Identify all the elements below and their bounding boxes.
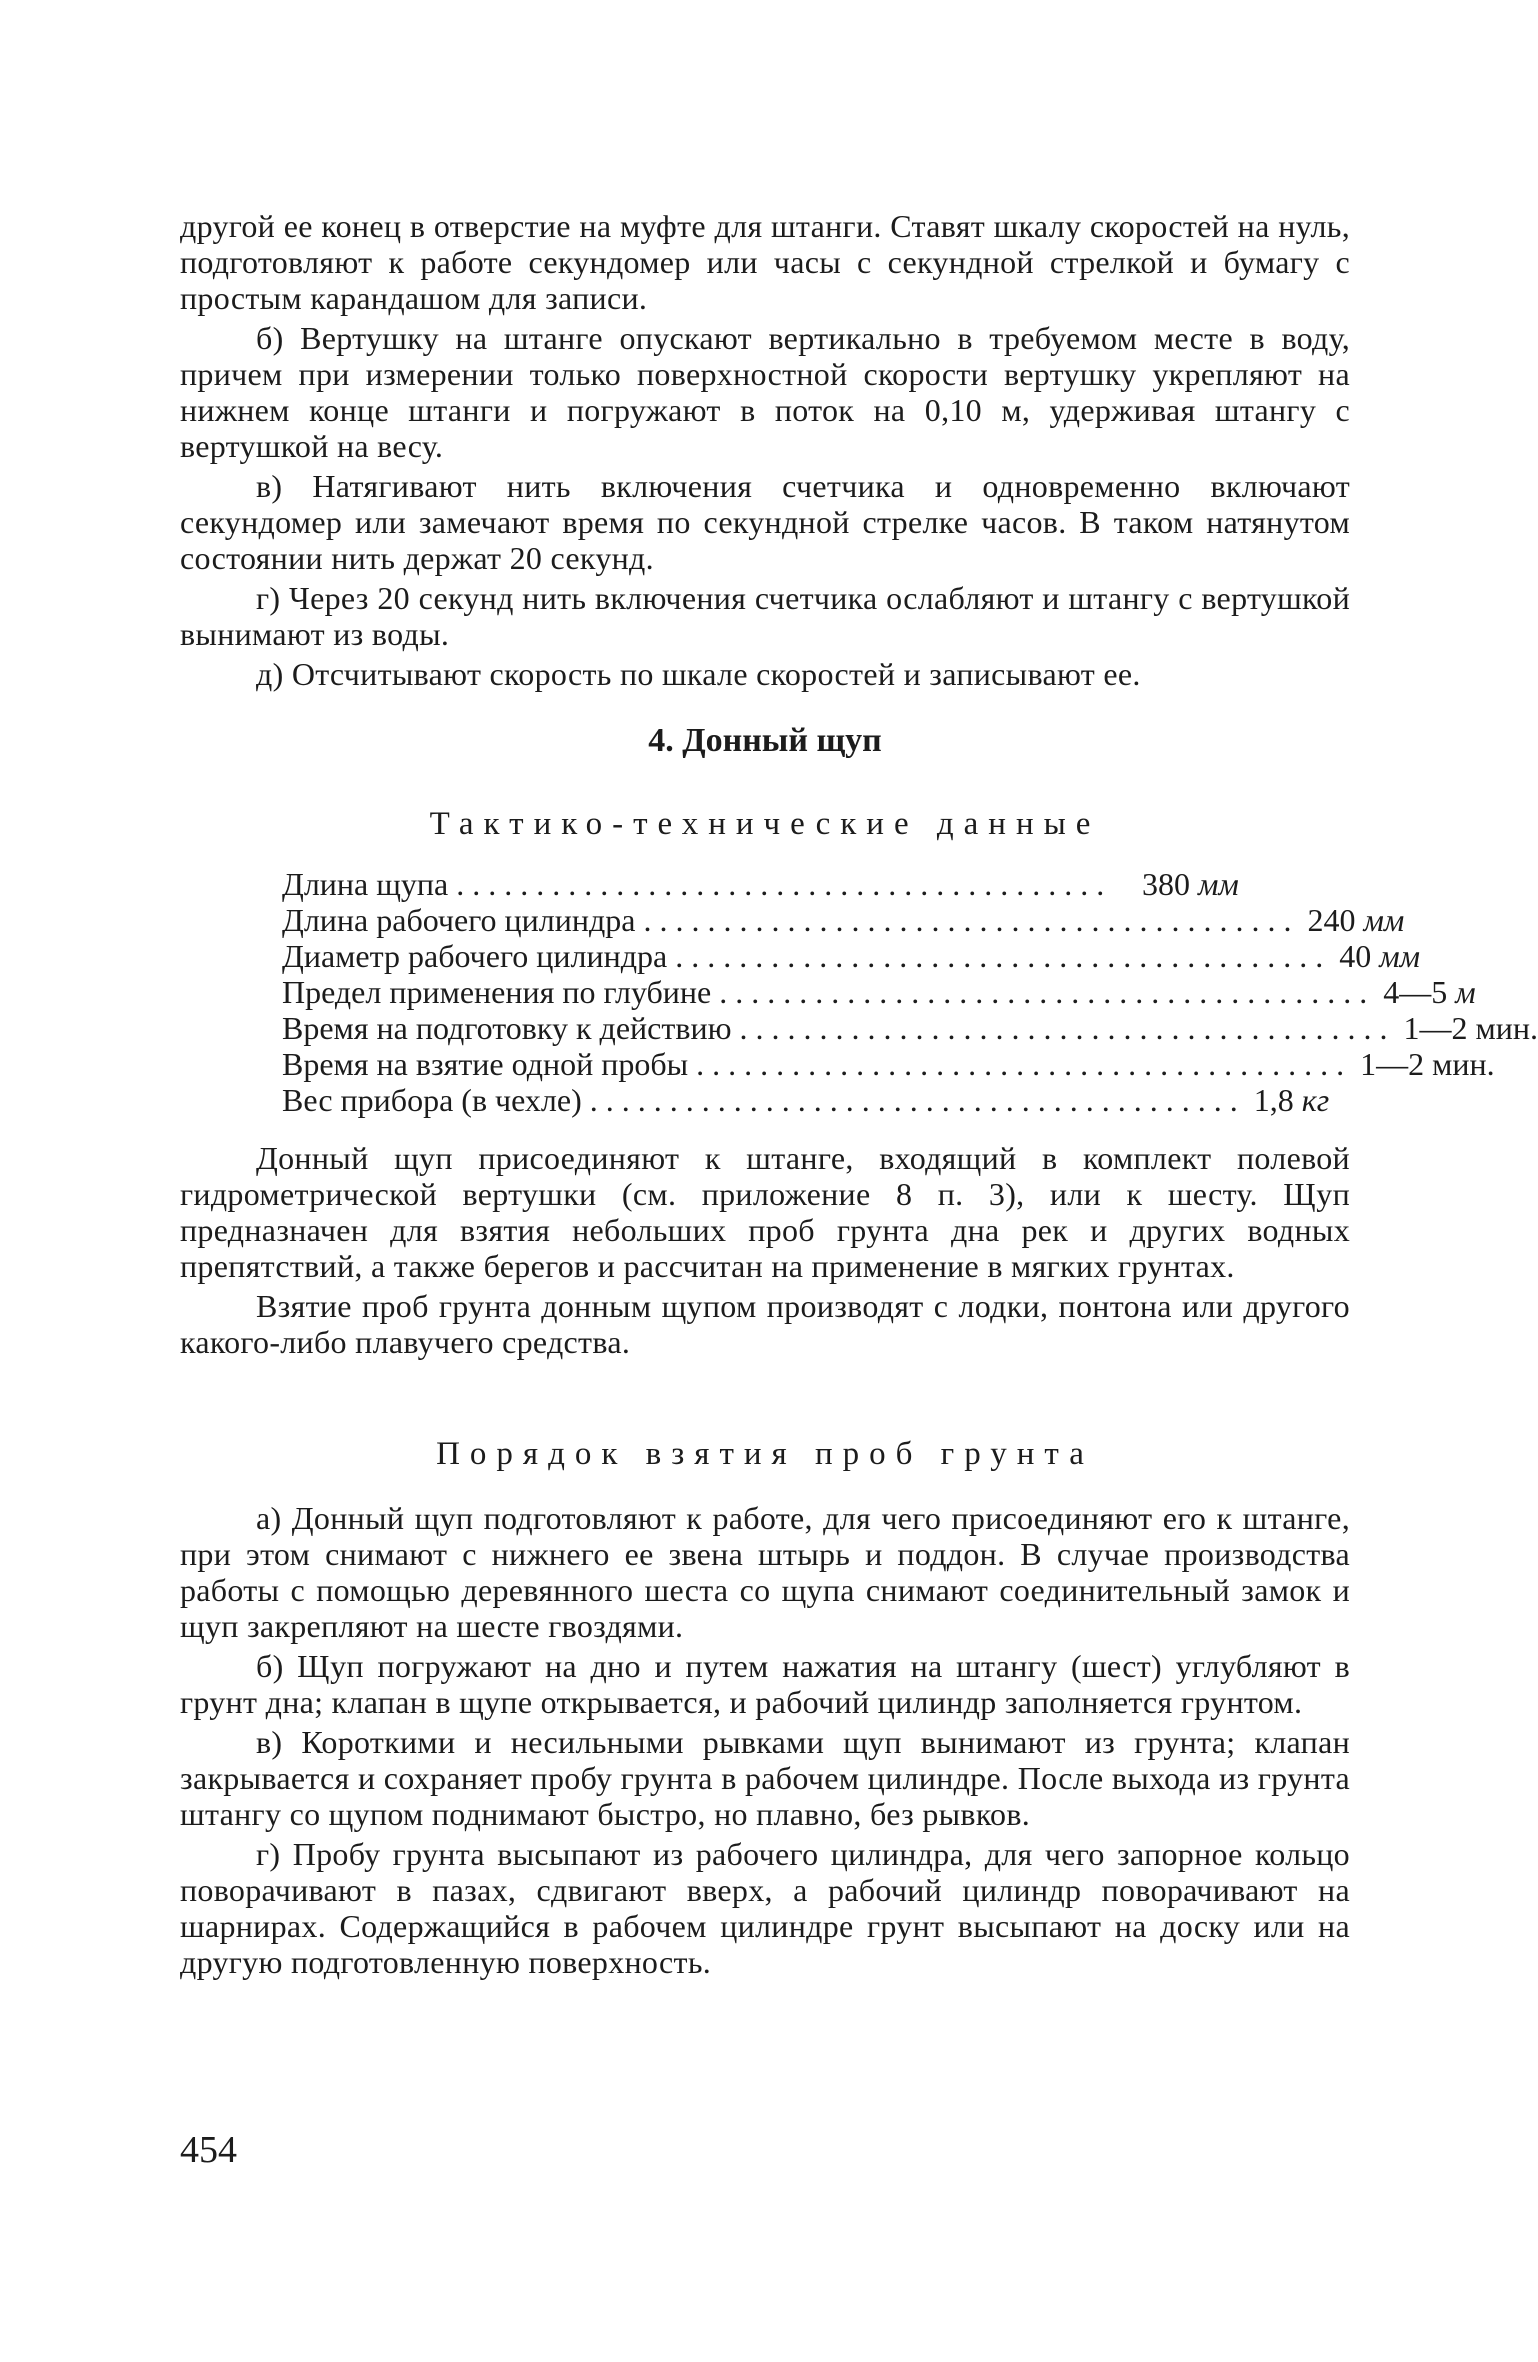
dot-leader: ......................................... (589, 1082, 1246, 1118)
dot-leader: ......................................... (675, 938, 1332, 974)
procedure-heading: Порядок взятия проб грунта (436, 1436, 1094, 1472)
spec-value: 1,8 кг (1253, 1082, 1330, 1118)
spec-label: Время на взятие одной пробы (282, 1046, 689, 1082)
dot-leader: ......................................... (739, 1010, 1396, 1046)
spec-row (282, 866, 1312, 902)
top-text-block (180, 208, 1350, 696)
dot-leader: ......................................... (643, 902, 1300, 938)
spec-row (282, 1046, 1495, 1082)
page-number: 454 (180, 2129, 237, 2171)
spec-row (282, 974, 1476, 1010)
specs-table (282, 866, 1538, 1118)
spec-label: Диаметр рабочего цилиндра (282, 938, 668, 974)
paragraph-procedure-v: в) Короткими и несильными рывками щуп вынимают из грунта; клапан закрывается и сохраняет пробу грунта в рабочем цилиндре. После выхода из грунта штангу со щупом поднимают быстро, но плавно, без рывков. (180, 1724, 1350, 1832)
spec-row (282, 1010, 1538, 1046)
middle-text-block (180, 1140, 1350, 1364)
paragraph-step-g: г) Через 20 секунд нить включения счетчика ослабляют и штангу с вертушкой вынимают из воды. (180, 580, 1350, 652)
spec-value: 240 мм (1307, 902, 1405, 938)
spec-label: Время на подготовку к действию (282, 1010, 732, 1046)
spec-label: Длина щупа (282, 866, 449, 902)
spec-row (282, 938, 1421, 974)
specs-heading: Тактико-технические данные (429, 806, 1101, 842)
spec-label: Предел применения по глубине (282, 974, 712, 1010)
spec-value: 4—5 м (1383, 974, 1476, 1010)
paragraph-procedure-b: б) Щуп погружают на дно и путем нажатия на штангу (шест) углубляют в грунт дна; клапан в щупе открывается, и рабочий цилиндр заполняется грунтом. (180, 1648, 1350, 1720)
paragraph-description: Донный щуп присоединяют к штанге, входящий в комплект полевой гидрометрической вертушки (см. приложение 8 п. 3), или к шесту. Щуп предназначен для взятия небольших проб грунта дна рек и других водных препятствий, а также берегов и рассчитан на применение в мягких грунтах. (180, 1140, 1350, 1284)
dot-leader: ......................................... (719, 974, 1376, 1010)
spec-value: 1—2 мин. (1403, 1010, 1538, 1046)
spec-label: Длина рабочего цилиндра (282, 902, 636, 938)
spec-value: 40 мм (1339, 938, 1421, 974)
paragraph-procedure-g: г) Пробу грунта высыпают из рабочего цилиндра, для чего запорное кольцо поворачивают в пазах, сдвигают вверх, а рабочий цилиндр поворачивают на шарнирах. Содержащийся в рабочем цилиндре грунт высыпают на доску или на другую подготовленную поверхность. (180, 1836, 1350, 1980)
dot-leader: ......................................... (696, 1046, 1353, 1082)
paragraph-step-b: б) Вертушку на штанге опускают вертикально в требуемом месте в воду, причем при измерении только поверхностной скорости вертушку укрепляют на нижнем конце штанги и погружают в поток на 0,10 м, удерживая штангу с вертушкой на весу. (180, 320, 1350, 464)
section-title: 4. Донный щуп (648, 722, 882, 759)
paragraph-step-d: д) Отсчитывают скорость по шкале скоростей и записывают ее. (256, 656, 1141, 692)
paragraph-continuation: другой ее конец в отверстие на муфте для штанги. Ставят шкалу скоростей на нуль, подготовляют к работе секундомер или часы с секундной стрелкой и бумагу с простым карандашом для записи. (180, 208, 1350, 316)
spec-label: Вес прибора (в чехле) (282, 1082, 582, 1118)
spec-value: 380 мм (1142, 866, 1239, 902)
procedure-text-block (180, 1500, 1350, 1984)
paragraph-procedure-a: а) Донный щуп подготовляют к работе, для чего присоединяют его к штанге, при этом снимают с нижнего ее звена штырь и поддон. В случае производства работы с помощью деревянного шеста со щупа снимают соединительный замок и щуп закрепляют на шесте гвоздями. (180, 1500, 1350, 1644)
paragraph-sampling-means: Взятие проб грунта донным щупом производят с лодки, понтона или другого какого-либо плавучего средства. (180, 1288, 1350, 1360)
spec-row (282, 1082, 1330, 1118)
paragraph-step-v: в) Натягивают нить включения счетчика и одновременно включают секундомер или замечают время по секундной стрелке часов. В таком натянутом состоянии нить держат 20 секунд. (180, 468, 1350, 576)
spec-value: 1—2 мин. (1360, 1046, 1495, 1082)
dot-leader: ......................................... (456, 866, 1113, 902)
spec-row (282, 902, 1405, 938)
